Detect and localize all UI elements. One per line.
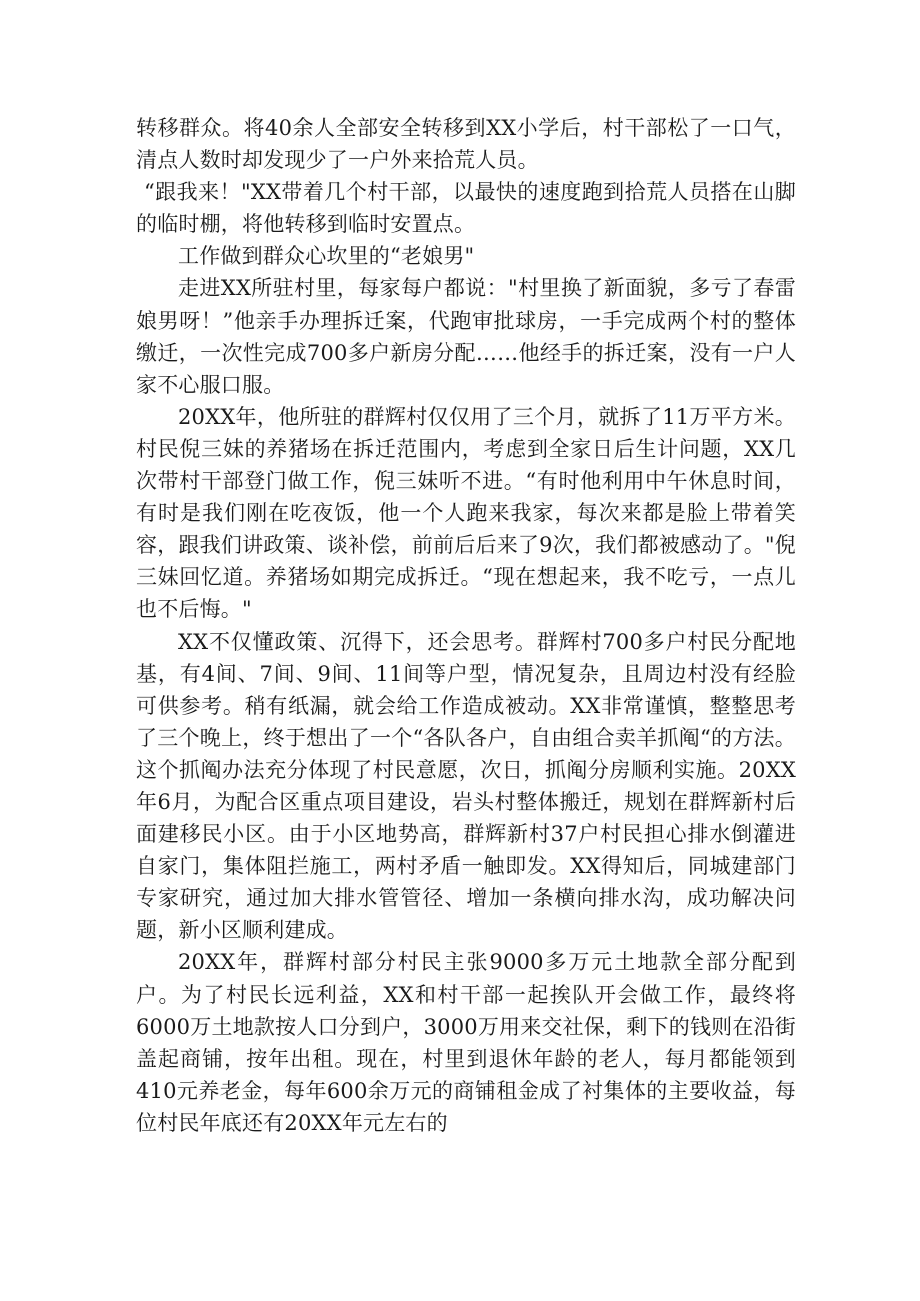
section-heading: 工作做到群众心坎里的“老娘男" [178,244,475,269]
paragraph-5: XX不仅懂政策、沉得下，还会思考。群辉村700多户村民分配地基，有4间、7间、9间、11间等户型，情况复杂，且周边村没有经脸可供参考。稍有纸漏，就会给工作造成被动。XX非常谨慎，整整思考了三个晚上，终于想出了一个“各队各户，自由组合卖羊抓阄“的方法。这个抓阄办法充分体现了村民意愿，次日，抓阄分房顺利实施。20XX年6月，为配合区重点项目建设，岩头村整体搬迁，规划在群辉新村后面建移民小区。由于小区地势高，群辉新村37户村民担心排水倒灌进自家门，集体阻拦施工，两村矛盾一触即发。XX得知后，同城建部门专家研究，通过加大排水管管径、增加一条横向排水沟，成功解决问题，新小区顺利建成。 [136,629,796,943]
paragraph-1: 转移群众。将40余人全部安全转移到XX小学后，村干部松了一口气，清点人数时却发现少了一户外来拾荒人员。 [136,116,796,173]
paragraph-6: 20XX年，群辉村部分村民主张9000多万元土地款全部分配到户。为了村民长远利益，XX和村干部一起挨队开会做工作，最终将6000万土地款按人口分到户，3000万用来交社保，剩下的钱则在沿街盖起商铺，按年出租。现在，村里到退休年龄的老人，每月都能领到410元养老金，每年600余万元的商铺租金成了衬集体的主要收益，每位村民年底还有20XX年元左右的 [136,950,796,1135]
paragraph-4: 20XX年，他所驻的群辉村仅仅用了三个月，就拆了11万平方米。村民倪三妹的养猪场在拆迁范围内，考虑到全家日后生计问题，XX几次带村干部登门做工作，倪三妹听不进。“有时他利用中午休息时间，有时是我们刚在吃夜饭，他一个人跑来我家，每次来都是脸上带着笑容，跟我们讲政策、谈补偿，前前后后来了9次，我们都被感动了。"倪三妹回忆道。养猪场如期完成拆迁。“现在想起来，我不吃亏，一点儿也不后悔。" [136,404,796,622]
paragraph-3: 走进XX所驻村里，每家每户都说："村里换了新面貌，多亏了春雷娘男呀！”他亲手办理拆迁案，代跑审批球房，一手完成两个村的整体缴迁，一次性完成700多户新房分配……他经手的拆迁案，没有一户人家不心服口服。 [136,276,796,397]
paragraph-2: “跟我来！"XX带着几个村干部，以最快的速度跑到拾荒人员搭在山脚的临时棚，将他转移到临时安置点。 [136,180,796,237]
document-body [136,112,796,1139]
